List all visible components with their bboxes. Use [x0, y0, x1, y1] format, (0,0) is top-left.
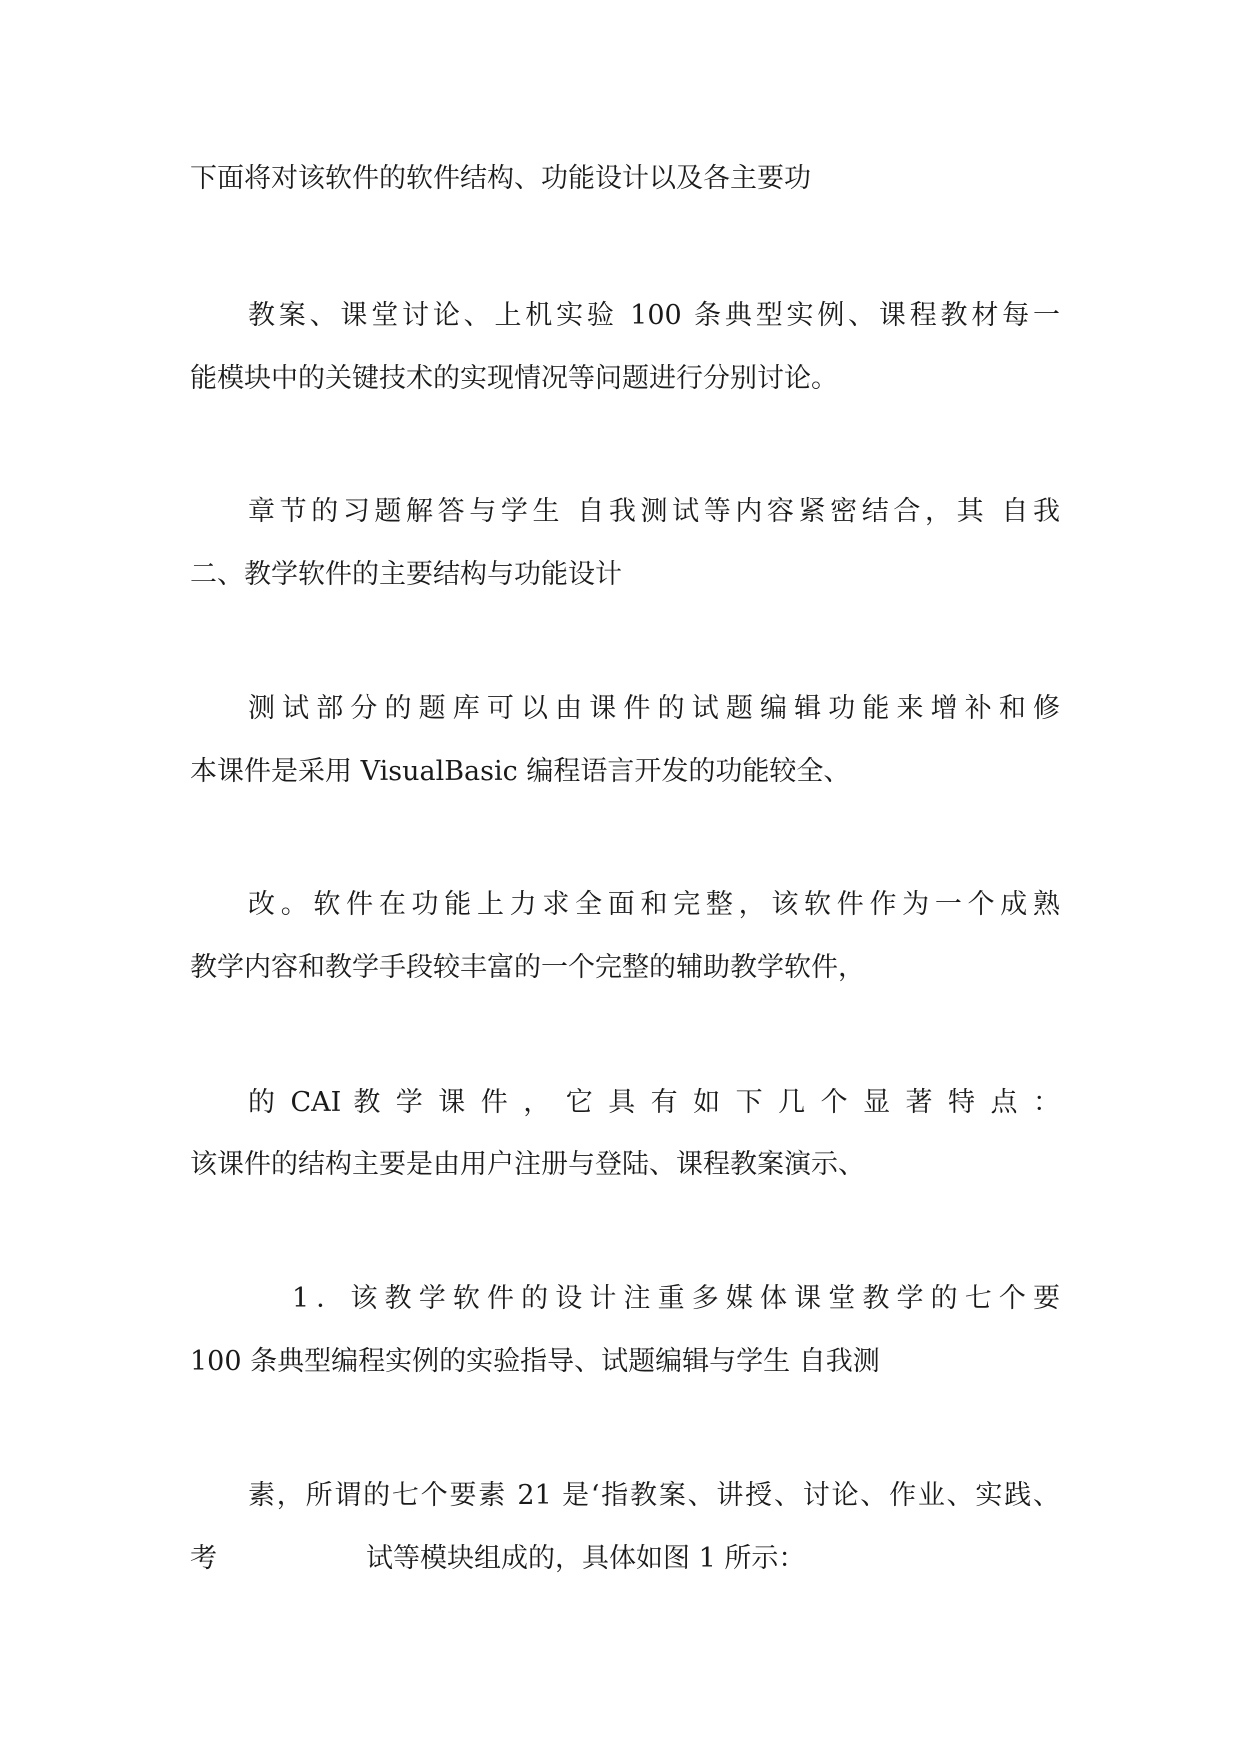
- text-line-3: 能模块中的关键技术的实现情况等问题进行分别讨论。: [190, 363, 838, 394]
- text-line-11: 该课件的结构主要是由用户注册与登陆、课程教案演示、: [190, 1149, 865, 1180]
- text-line-2: 教案、课堂讨论、上机实验 100 条典型实例、课程教材每一: [248, 300, 1060, 331]
- text-line-13: 100 条典型编程实例的实验指导、试题编辑与学生 自我测: [190, 1346, 880, 1377]
- text-line-15: 考: [190, 1543, 217, 1574]
- text-line-10: 的 CAI 教 学 课 件 ， 它 具 有 如 下 几 个 显 著 特 点 ：: [248, 1087, 1060, 1118]
- text-line-1: 下面将对该软件的软件结构、功能设计以及各主要功: [190, 163, 811, 194]
- text-line-4: 章节的习题解答与学生 自我测试等内容紧密结合，其 自我: [248, 496, 1060, 527]
- text-line-16: 试等模块组成的，具体如图 1 所示：: [366, 1543, 806, 1574]
- text-line-6: 测试部分的题库可以由课件的试题编辑功能来增补和修: [248, 693, 1060, 724]
- numbered-item-1: 1．该教学软件的设计注重多媒体课堂教学的七个要: [292, 1283, 1060, 1314]
- section-heading: 二、教学软件的主要结构与功能设计: [190, 559, 622, 590]
- text-line-9: 教学内容和教学手段较丰富的一个完整的辅助教学软件，: [190, 952, 865, 983]
- text-line-7: 本课件是采用 VisualBasic 编程语言开发的功能较全、: [190, 756, 851, 787]
- text-line-8: 改。软件在功能上力求全面和完整，该软件作为一个成熟: [248, 889, 1060, 920]
- text-line-14: 素，所谓的七个要素 21 是‘指教案、讲授、讨论、作业、实践、: [248, 1480, 1060, 1511]
